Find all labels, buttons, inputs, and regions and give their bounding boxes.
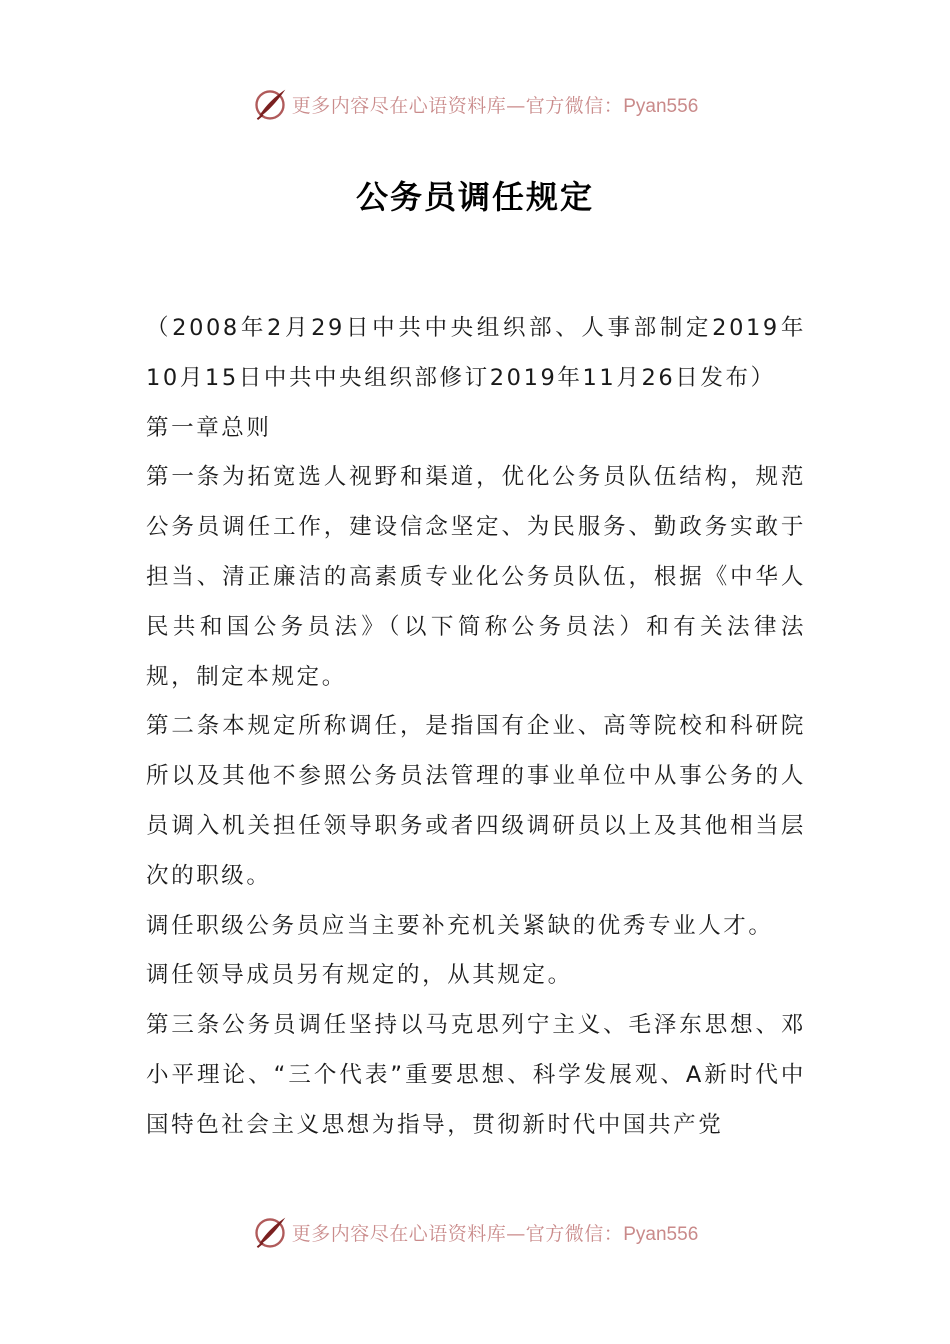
watermark-text: 更多内容尽在心语资料库—官方微信：Pyan556 <box>291 94 699 117</box>
chapter-heading: 第一章总则 <box>146 414 272 441</box>
article-paragraph: 第一条为拓宽选人视野和渠道，优化公务员队伍结构，规范公务员调任工作，建设信念坚定、为民服务、勤政务实敢于担当、清正廉洁的高素质专业化公务员队伍，根据《中华人民共和国公务员法》（以下简称公务员法）和有关法律法规，制定本规定。 <box>146 464 806 690</box>
header-watermark <box>0 84 950 124</box>
document-source-note: （2008年2月29日中共中央组织部、人事部制定2019年10月15日中共中央组织部修订2019年11月26日发布） <box>146 315 806 391</box>
footer-watermark <box>0 1212 950 1252</box>
document-body <box>146 304 806 1151</box>
document-title: 公务员调任规定 <box>355 178 594 216</box>
article-paragraph: 第二条本规定所称调任，是指国有企业、高等院校和科研院所以及其他不参照公务员法管理的事业单位中从事公务的人员调入机关担任领导职务或者四级调研员以上及其他相当层次的职级。 <box>146 713 806 889</box>
quill-pen-icon <box>252 86 288 122</box>
watermark-text: 更多内容尽在心语资料库—官方微信：Pyan556 <box>291 1222 699 1245</box>
article-paragraph: 第三条公务员调任坚持以马克思列宁主义、毛泽东思想、邓小平理论、“三个代表”重要思想、科学发展观、A新时代中国特色社会主义思想为指导，贯彻新时代中国共产党 <box>146 1012 806 1138</box>
article-paragraph: 调任职级公务员应当主要补充机关紧缺的优秀专业人才。 <box>146 912 774 939</box>
article-paragraph: 调任领导成员另有规定的，从其规定。 <box>146 962 573 989</box>
quill-pen-icon <box>252 1214 288 1250</box>
